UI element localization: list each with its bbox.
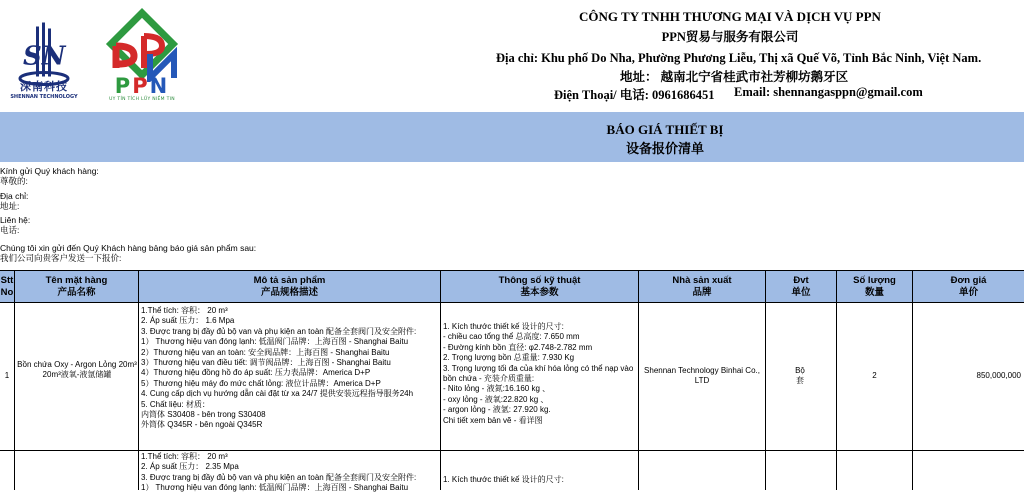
company-address-cn: 地址： 越南北宁省桂武市社芳柳坊鹅牙区: [620, 70, 849, 84]
row2-spec: [443, 475, 637, 485]
header-unit-cn: 单位: [791, 287, 811, 298]
row1-no: 1: [4, 371, 10, 380]
row2-desc: [141, 452, 439, 494]
ppn-slogan: UY TÍN TÍCH LŨY NIỀM TIN: [109, 97, 175, 102]
table-border: [138, 270, 139, 490]
company-name-vi: CÔNG TY TNHH THƯƠNG MẠI VÀ DỊCH VỤ PPN: [579, 9, 881, 24]
company-name-cn: PPN贸易与服务有限公司: [661, 30, 799, 44]
row1-desc-line: 1） Thương hiệu van đóng lạnh: 低温阀门品牌：上海百图 - Shanghai Baitu: [141, 337, 409, 347]
header-maker-vi: Nhà sản xuất: [672, 275, 732, 286]
svg-text:SN: SN: [23, 41, 66, 72]
header-price-vi: Đơn giá: [950, 275, 987, 286]
header-desc-cn: 产品规格描述: [260, 287, 318, 298]
header-qty-cn: 数量: [864, 287, 884, 298]
quote-title-cn: 设备报价清单: [625, 141, 704, 156]
row1-maker: Shennan Technology Binhai Co., LTD: [644, 366, 760, 386]
row2-desc-line: 1） Thương hiệu van đóng lạnh: 低温阀门品牌：上海百图 - Shanghai Baitu: [141, 483, 409, 493]
row1-spec-line: 3. Trọng lượng tối đa của khí hóa lỏng có thể nạp vào bồn chứa - 充装介质重量:: [443, 363, 634, 384]
greeting-addr-cn: 地址:: [0, 201, 20, 211]
row1-desc-line: 外筒体 Q345R - bên ngoài Q345R: [141, 420, 263, 430]
header-no-vi: Stt: [0, 275, 14, 286]
row1-desc-line: 内筒体 S30408 - bên trong S30408: [141, 410, 266, 420]
shennan-logo-cn: 深南科技: [20, 80, 68, 93]
row1-spec-line: - Nito lỏng - 液氮:16.160 kg 、: [443, 384, 551, 394]
row1-desc-line: 4）Thương hiệu đồng hồ đo áp suất: 压力表品牌：America D+P: [141, 368, 371, 378]
header-maker: [639, 275, 765, 299]
table-border: [638, 270, 639, 490]
row1-spec-line: - oxy lỏng - 液氧:22.820 kg 、: [443, 394, 549, 404]
row1-price: 850,000,000: [976, 371, 1021, 380]
header-no: [0, 275, 14, 299]
header-name-cn: 产品名称: [57, 287, 96, 298]
row1-spec-line: - argon lỏng - 液氩: 27.920 kg.: [443, 405, 551, 415]
shennan-logo-en: SHENNAN TECHNOLOGY: [10, 94, 78, 100]
table-border: [14, 270, 15, 490]
row1-desc-line: 4. Cung cấp dịch vụ hướng dẫn cài đặt từ xa 24/7 提供安装远程指导服务24h: [141, 389, 414, 399]
row1-spec: [443, 322, 637, 426]
row1-spec-line: 1. Kích thước thiết kế 设计的尺寸:: [443, 322, 564, 331]
company-email: Email: shennangasppn@gmail.com: [734, 85, 923, 99]
row2-desc-line: 1.Thể tích: 容积： 20 m³: [141, 452, 228, 461]
row1-desc-line: 5. Chất liệu: 材质：: [141, 399, 210, 409]
table-border: [0, 450, 1024, 451]
header-price: [913, 275, 1024, 299]
row1-spec-line: - Đường kính bồn 直径: φ2.748-2.782 mm: [443, 342, 593, 352]
company-address-vi: Địa chỉ: Khu phố Do Nha, Phường Phương Liễu, Thị xã Quế Võ, Tỉnh Bắc Ninh, Việt Nam.: [496, 51, 982, 65]
row1-desc-line: 5）Thương hiệu máy đo mức chất lỏng: 液位计品牌：America D+P: [141, 378, 381, 388]
greeting-contact-vi: Liên hệ:: [0, 215, 31, 225]
company-phone: Điện Thoại/ 电话: 0961686451: [554, 88, 715, 102]
ppn-wordmark: [96, 76, 188, 96]
header-name-vi: Tên mặt hàng: [45, 275, 108, 286]
table-border: [440, 270, 441, 490]
greeting-addr-vi: Địa chỉ:: [0, 191, 29, 201]
row1-spec-line: Chi tiết xem bản vẽ - 看详图: [443, 415, 543, 425]
header-price-cn: 单价: [958, 287, 978, 298]
row1-qty: 2: [872, 371, 877, 380]
row1-unit: Bộ 套: [795, 366, 805, 386]
header-desc: [139, 275, 440, 299]
header-unit: [766, 275, 836, 299]
row2-desc-line: 3. Được trang bị đầy đủ bộ van và phụ kiện an toàn 配备全套阀门及安全附件:: [141, 472, 417, 482]
ppn-logo: [104, 6, 180, 82]
row1-desc-line: 3. Được trang bị đầy đủ bộ van và phụ kiện an toàn 配备全套阀门及安全附件:: [141, 326, 417, 336]
table-border: [0, 270, 1024, 271]
header-name: [15, 275, 138, 299]
header-maker-cn: 品牌: [692, 287, 712, 298]
row2-spec-line: 1. Kích thước thiết kế 设计的尺寸:: [443, 475, 564, 484]
greeting-to-cn: 尊敬的:: [0, 176, 28, 186]
header-unit-vi: Đvt: [793, 275, 809, 286]
greeting-intro-cn: 我们公司向贵客户发送一下报价:: [0, 253, 122, 263]
row1-spec-line: 2. Trọng lượng bồn 总重量: 7.930 Kg: [443, 353, 575, 363]
greeting-intro-vi: Chúng tôi xin gửi đến Quý Khách hàng bảng báo giá sản phẩm sau:: [0, 243, 257, 253]
row1-desc-line: 1.Thể tích: 容积： 20 m³: [141, 306, 228, 315]
row1-desc: [141, 306, 439, 431]
row1-desc-line: 2. Áp suất 压力： 1.6 Mpa: [141, 316, 235, 326]
greeting-contact-cn: 电话:: [0, 225, 20, 235]
table-border: [0, 302, 1024, 303]
header-spec-vi: Thông số kỹ thuật: [498, 275, 581, 286]
svg-text:PPN: PPN: [114, 76, 170, 96]
header-desc-vi: Mô tả sản phẩm: [253, 275, 326, 286]
header-qty-vi: Số lượng: [853, 275, 896, 286]
row1-desc-line: 2）Thương hiệu van an toàn: 安全阀品牌：上海百图 - Shanghai Baitu: [141, 347, 390, 357]
header-no-cn: No: [0, 287, 14, 298]
header-spec: [441, 275, 638, 299]
quote-title-vi: BÁO GIÁ THIẾT BỊ: [606, 122, 724, 137]
greeting-to-vi: Kính gửi Quý khách hàng:: [0, 166, 99, 176]
row2-desc-line: 2. Áp suất 压力： 2.35 Mpa: [141, 462, 239, 472]
header-qty: [837, 275, 912, 299]
table-border: [765, 270, 766, 490]
row1-spec-line: - chiều cao tổng thể 总高度: 7.650 mm: [443, 332, 580, 342]
header-spec-cn: 基本参数: [520, 287, 559, 298]
row1-name: Bồn chứa Oxy - Argon Lỏng 20m³ 20m³液氧-液氩储罐: [17, 360, 137, 380]
row1-desc-line: 3）Thương hiệu van điều tiết: 调节阀品牌：上海百图 - Shanghai Baitu: [141, 358, 391, 368]
